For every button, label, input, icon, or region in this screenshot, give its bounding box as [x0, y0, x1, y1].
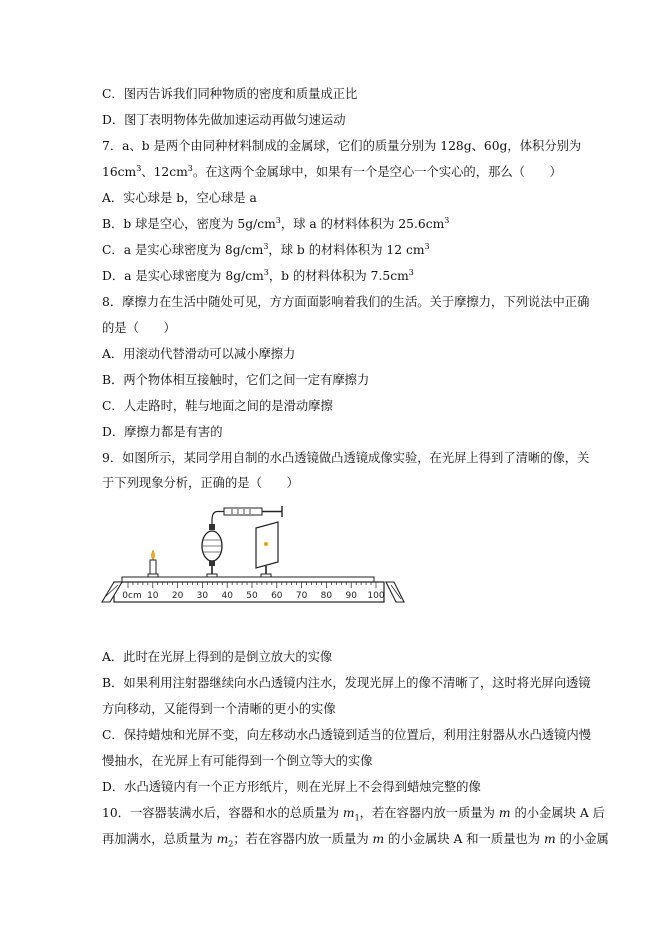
question-9-line-1: 9．如图所示，某同学用自制的水凸透镜做凸透镜成像实验，在光屏上得到了清晰的像，关	[102, 451, 590, 465]
ruler-label: 10	[147, 591, 159, 601]
option-c-previous: C．图丙告诉我们同种物质的密度和质量成正比	[102, 87, 358, 101]
question-9-option-b-line-1: B．如果利用注射器继续向水凸透镜内注水，发现光屏上的像不清晰了，这时将光屏向透镜	[102, 676, 591, 690]
ruler-label: 70	[295, 591, 308, 601]
water-lens	[202, 524, 222, 577]
question-8-line-1: 8．摩擦力在生活中随处可见，方方面面影响着我们的生活。关于摩擦力，下列说法中正确	[102, 295, 590, 309]
ruler-label: 60	[271, 591, 283, 601]
optical-bench-drawing	[96, 500, 406, 612]
ruler-label: 80	[320, 591, 333, 601]
question-8-option-d: D．摩擦力都是有害的	[102, 425, 223, 439]
question-8-option-c: C．人走路时，鞋与地面之间的是滑动摩擦	[102, 399, 333, 413]
option-d-previous: D．图丁表明物体先做加速运动再做匀速运动	[102, 113, 346, 127]
question-7-option-a: A．实心球是 b，空心球是 a	[102, 191, 257, 205]
question-7-option-d: D．a 是实心球密度为 $8g/cm^3$，b 的材料体积为 $7.5cm^3$	[102, 267, 414, 283]
question-8-line-2: 的是（ ）	[102, 321, 176, 335]
question-9-option-c-line-2: 慢抽水，在光屏上有可能得到一个倒立等大的实像	[102, 754, 373, 768]
question-9-option-c-line-1: C．保持蜡烛和光屏不变，向左移动水凸透镜到适当的位置后，利用注射器从水凸透镜内慢	[102, 728, 591, 742]
light-screen	[256, 522, 278, 577]
ruler-label: 0cm	[122, 591, 142, 601]
question-9-option-a: A．此时在光屏上得到的是倒立放大的实像	[102, 650, 333, 664]
question-8-option-a: A．用滚动代替滑动可以减小摩擦力	[102, 347, 296, 361]
ruler-label: 30	[196, 591, 209, 601]
ruler-label: 50	[246, 591, 258, 601]
question-9-option-b-line-2: 方向移动，又能得到一个清晰的更小的实像	[102, 702, 336, 716]
candle	[148, 550, 158, 577]
question-8-option-b: B．两个物体相互接触时，它们之间一定有摩擦力	[102, 373, 370, 387]
question-7-option-c: C．a 是实心球密度为 $8g/cm^3$，球 b 的材料体积为 12 $cm^3$	[102, 241, 430, 257]
question-10-line-1: 10．一容器装满水后，容器和水的总质量为 $m_1$，若在容器内放一质量为 m 的小金属块 A 后	[102, 806, 605, 823]
optical-bench	[102, 577, 404, 602]
question-9-line-2: 于下列现象分析，正确的是（ ）	[102, 476, 299, 490]
question-7-option-b: B．b 球是空心，密度为 $5g/cm^3$，球 a 的材料体积为 $25.6cm^3$	[102, 215, 450, 231]
question-9-option-d: D．水凸透镜内有一个正方形纸片，则在光屏上不会得到蜡烛完整的像	[102, 780, 481, 794]
ruler-label: 40	[221, 591, 233, 601]
question-10-line-2: 再加满水，总质量为 $m_2$；若在容器内放一质量为 m 的小金属块 A 和一质量也为 m 的小金属	[102, 832, 609, 849]
ruler-label: 90	[345, 591, 357, 601]
syringe	[212, 506, 282, 526]
question-7-line-1: 7．a、b 是两个由同种材料制成的金属球，它们的质量分别为 128g、60g，体积分别为	[102, 139, 582, 153]
ruler-label: 20	[171, 591, 184, 601]
question-7-line-2: $16cm^3$、$12cm^3$。在这两个金属球中，如果有一个是空心一个实心的，那么（ ）	[102, 163, 562, 179]
ruler-label: 100	[367, 591, 385, 601]
optical-bench-figure	[96, 500, 406, 612]
